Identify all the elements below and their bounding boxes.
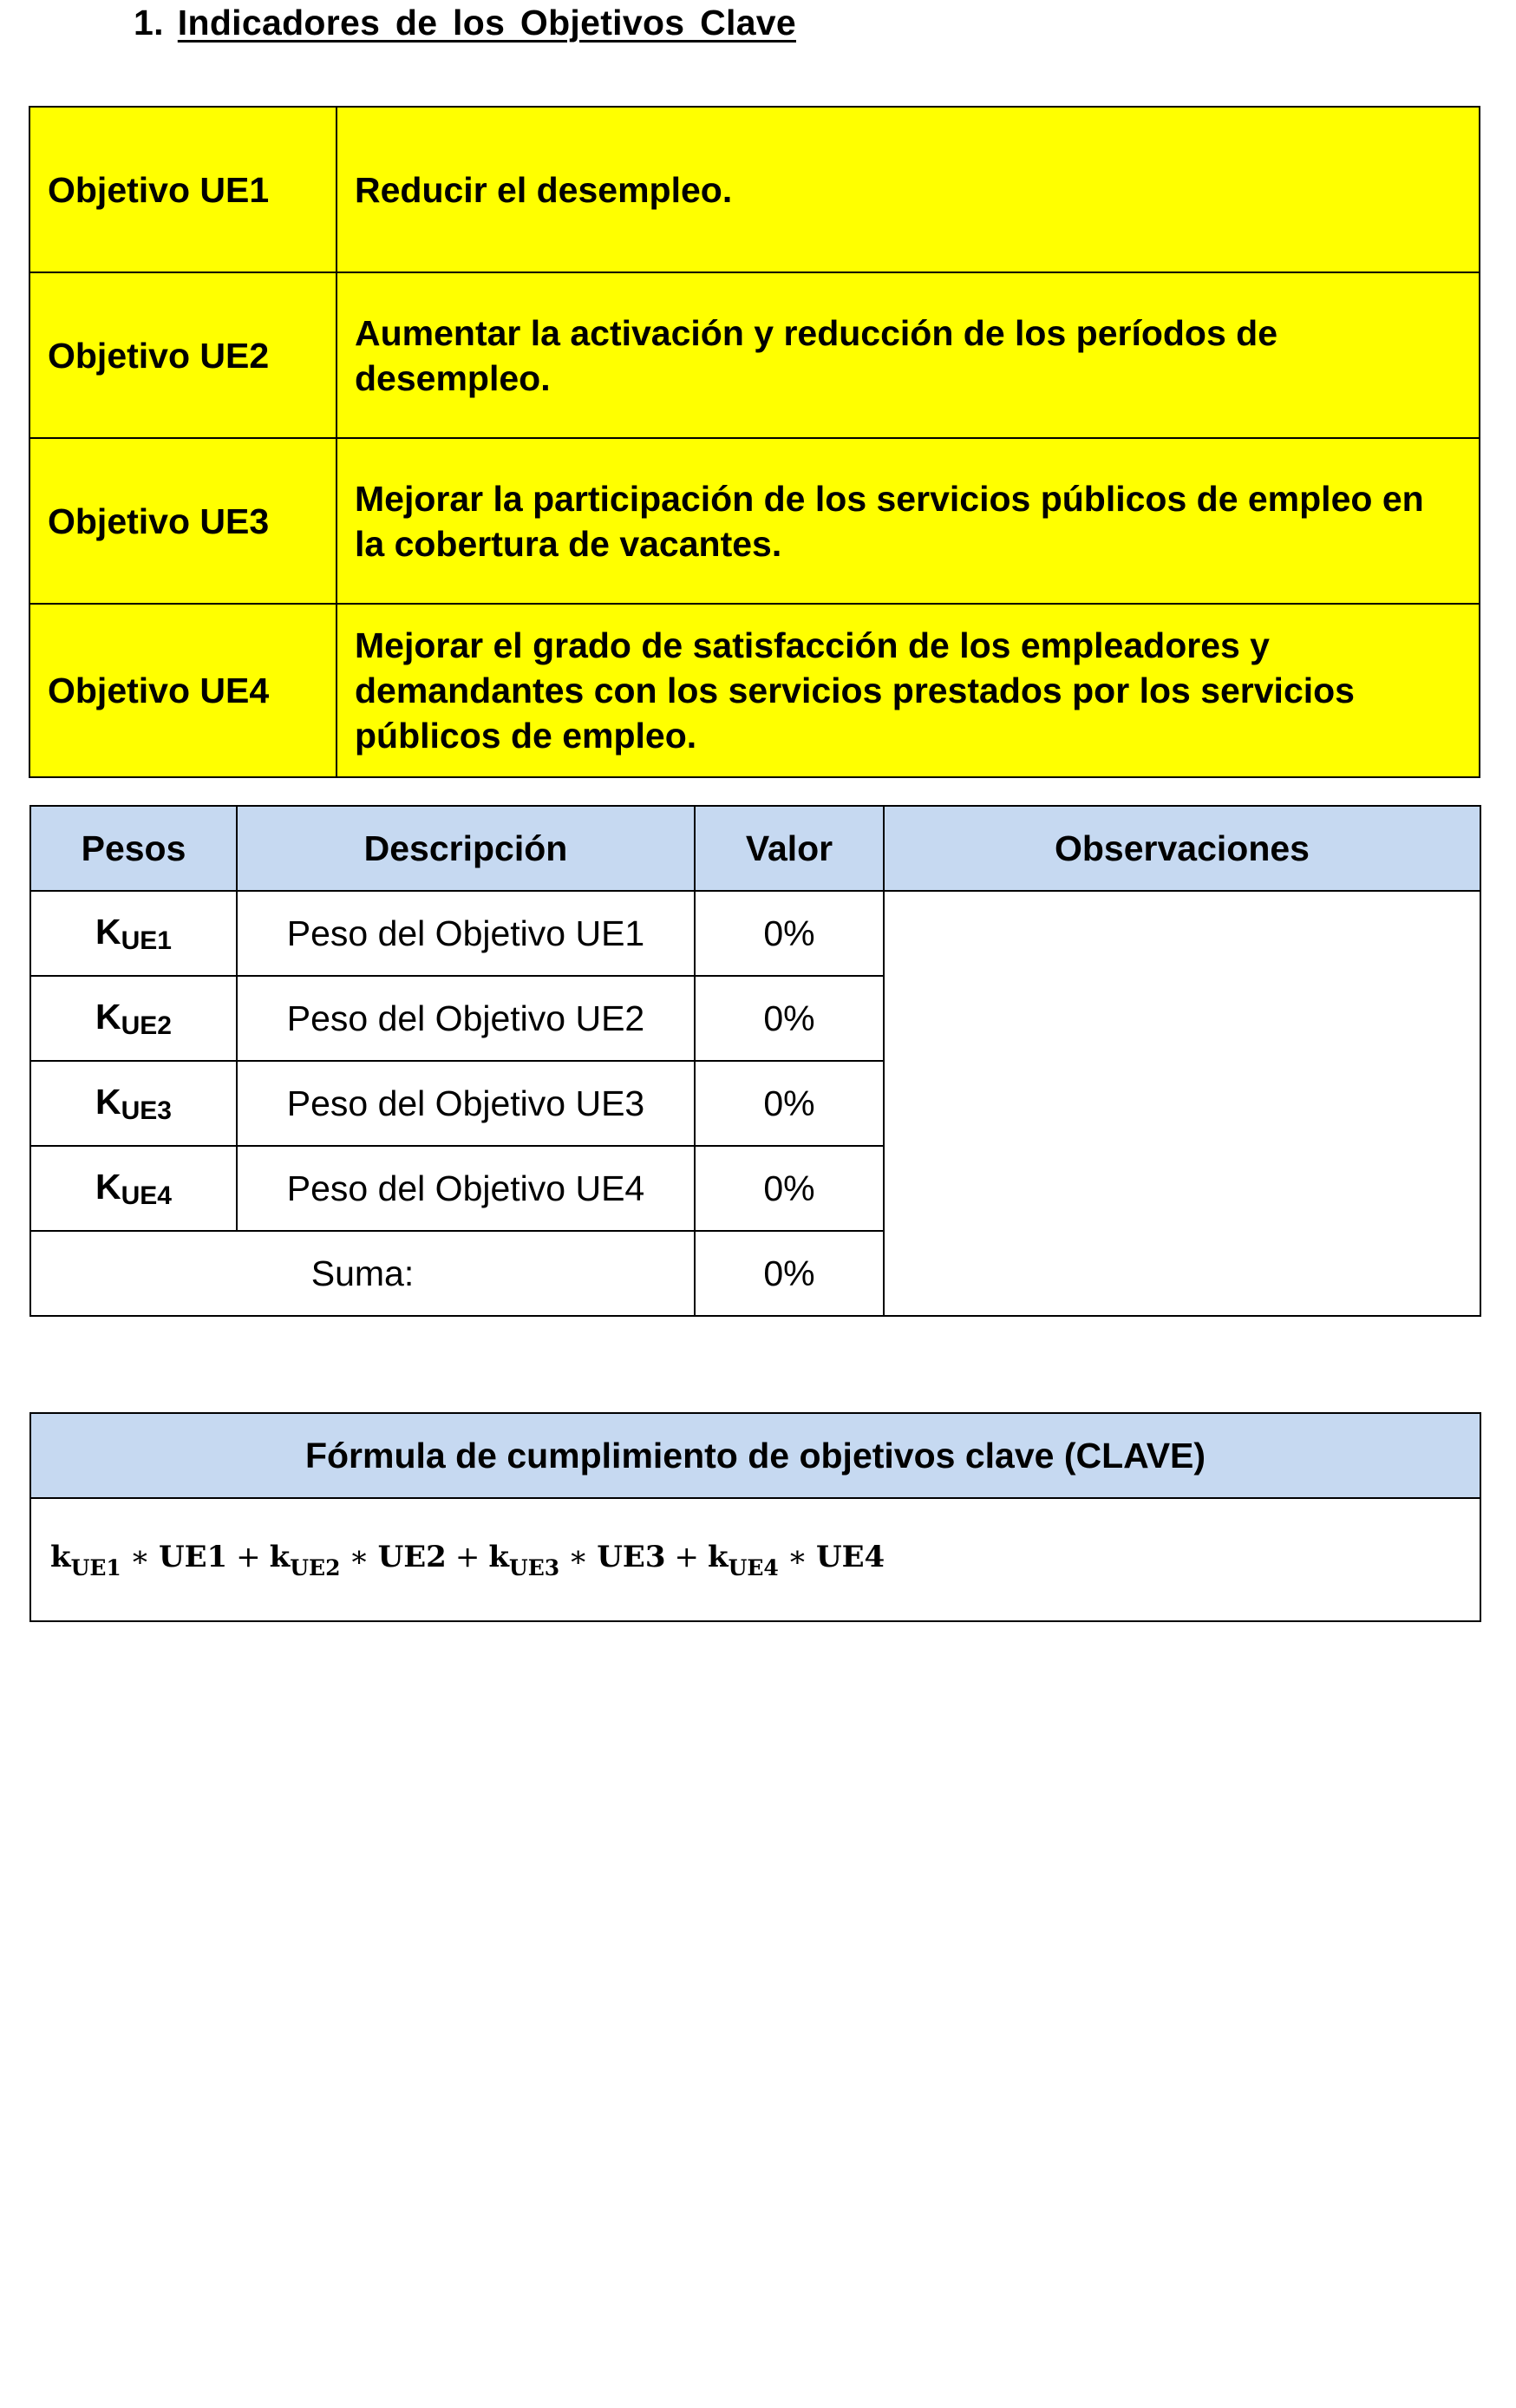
weight-value: 0% <box>695 1146 884 1231</box>
formula-times: ∗ <box>568 1539 589 1574</box>
objective-code: Objetivo UE2 <box>29 272 337 438</box>
objective-row <box>29 107 1480 272</box>
weight-sub: UE3 <box>121 1096 172 1125</box>
formula-times: ∗ <box>129 1539 150 1574</box>
weight-row <box>30 891 1480 976</box>
formula-sub: UE3 <box>508 1554 560 1580</box>
formula-k: k <box>50 1539 71 1574</box>
weight-value: 0% <box>695 976 884 1061</box>
weight-k: K <box>95 1166 121 1207</box>
formula-plus: + <box>674 1539 700 1574</box>
objective-description: Mejorar la participación de los servicios públicos de empleo en la cobertura de vacantes. <box>337 438 1480 604</box>
weight-description: Peso del Objetivo UE3 <box>237 1061 695 1146</box>
formula-header: Fórmula de cumplimiento de objetivos clave (CLAVE) <box>30 1413 1480 1498</box>
weight-k: K <box>95 1081 121 1122</box>
weight-description: Peso del Objetivo UE2 <box>237 976 695 1061</box>
observations-cell <box>884 891 1480 1316</box>
objective-code: Objetivo UE1 <box>29 107 337 272</box>
formula-times: ∗ <box>349 1539 369 1574</box>
section-heading <box>134 0 796 45</box>
formula-sub: UE1 <box>70 1554 121 1580</box>
weight-description: Peso del Objetivo UE1 <box>237 891 695 976</box>
formula-header-row <box>30 1413 1480 1498</box>
objective-code: Objetivo UE3 <box>29 438 337 604</box>
formula-term: UE1 <box>158 1539 228 1574</box>
weight-sub: UE2 <box>121 1011 172 1040</box>
formula-k: k <box>708 1539 729 1574</box>
weights-header-row <box>30 806 1480 891</box>
weight-description: Peso del Objetivo UE4 <box>237 1146 695 1231</box>
weight-sub: UE1 <box>121 926 172 955</box>
formula-k: k <box>269 1539 291 1574</box>
weight-symbol <box>30 1146 237 1231</box>
objective-description: Reducir el desempleo. <box>337 107 1480 272</box>
formula-k: k <box>488 1539 509 1574</box>
objective-code: Objetivo UE4 <box>29 604 337 777</box>
header-pesos: Pesos <box>30 806 237 891</box>
header-observaciones: Observaciones <box>884 806 1480 891</box>
weight-k: K <box>95 911 121 952</box>
formula-times: ∗ <box>787 1539 807 1574</box>
formula-table <box>29 1412 1481 1622</box>
formula-expression <box>30 1498 1480 1621</box>
weight-value: 0% <box>695 891 884 976</box>
weights-table <box>29 805 1481 1317</box>
formula-sub: UE2 <box>290 1554 341 1580</box>
header-descripcion: Descripción <box>237 806 695 891</box>
formula-term: UE2 <box>377 1539 447 1574</box>
weight-sub: UE4 <box>121 1181 172 1210</box>
objective-row <box>29 604 1480 777</box>
objectives-table <box>29 106 1480 778</box>
formula-plus: + <box>454 1539 480 1574</box>
formula-sub: UE4 <box>728 1554 779 1580</box>
formula-row <box>30 1498 1480 1621</box>
objective-description: Aumentar la activación y reducción de los períodos de desempleo. <box>337 272 1480 438</box>
weight-symbol <box>30 976 237 1061</box>
formula-plus: + <box>236 1539 261 1574</box>
formula-term: UE3 <box>597 1539 666 1574</box>
objective-row <box>29 272 1480 438</box>
header-valor: Valor <box>695 806 884 891</box>
objective-description: Mejorar el grado de satisfacción de los empleadores y demandantes con los servicios prestados por los servicios públicos de empleo. <box>337 604 1480 777</box>
weight-symbol <box>30 891 237 976</box>
sum-label: Suma: <box>30 1231 695 1316</box>
section-title: Indicadores de los Objetivos Clave <box>177 3 796 43</box>
section-number: 1. <box>134 3 164 43</box>
sum-value: 0% <box>695 1231 884 1316</box>
objective-row <box>29 438 1480 604</box>
weight-k: K <box>95 996 121 1037</box>
weight-value: 0% <box>695 1061 884 1146</box>
formula-term: UE4 <box>815 1539 885 1574</box>
weight-symbol <box>30 1061 237 1146</box>
